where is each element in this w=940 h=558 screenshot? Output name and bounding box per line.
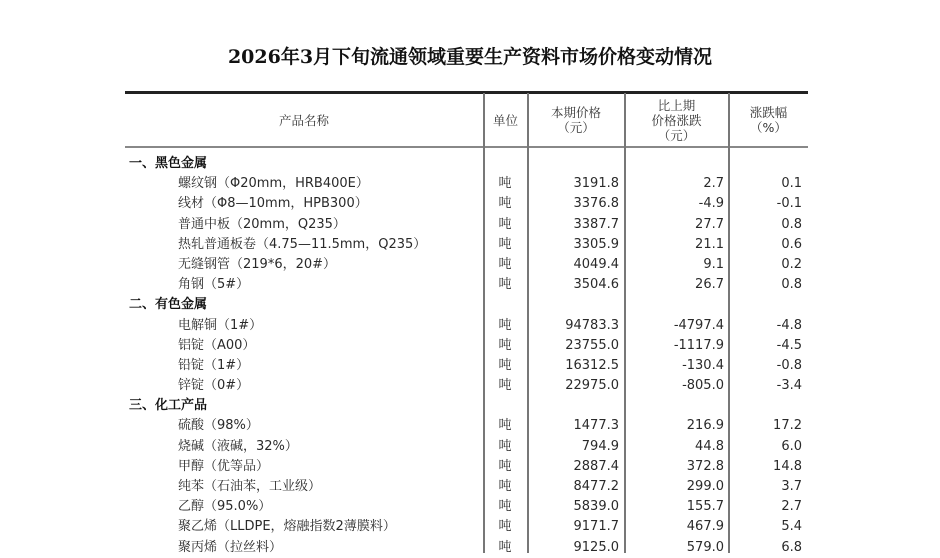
header-price-change	[625, 94, 728, 146]
price-change-cell: -4797.4	[673, 317, 724, 333]
product-name: 聚乙烯（LLDPE，熔融指数2薄膜料）	[178, 519, 396, 535]
current-price-cell: 3376.8	[573, 196, 619, 212]
current-price-cell: 1477.3	[573, 418, 619, 434]
header-label: （%）	[750, 120, 787, 135]
unit-cell: 吨	[498, 378, 512, 394]
price-change-cell: 155.7	[686, 499, 724, 515]
change-percent-cell: -4.8	[776, 317, 802, 333]
current-price-cell: 8477.2	[573, 479, 619, 494]
product-name: 甲醇（优等品）	[178, 458, 270, 474]
change-percent-cell: 0.8	[781, 277, 802, 293]
price-change-cell: 44.8	[695, 438, 724, 454]
price-change-cell: 299.0	[686, 479, 724, 494]
section-row	[125, 396, 808, 416]
price-change-cell: 467.9	[686, 519, 724, 535]
current-price-cell: 9171.7	[573, 519, 619, 535]
current-price-cell: 5839.0	[573, 499, 619, 515]
table-row	[125, 517, 808, 537]
price-change-cell: 27.7	[695, 216, 724, 232]
unit-cell: 吨	[498, 357, 512, 373]
header-label: （元）	[657, 127, 696, 143]
change-percent-cell: 2.7	[781, 499, 802, 515]
change-percent-cell: 0.2	[781, 256, 802, 272]
product-name: 无缝钢管（219*6，20#）	[178, 256, 337, 272]
product-name: 线材（Φ8—10mm，HPB300）	[178, 196, 368, 212]
table-row	[125, 416, 808, 436]
unit-cell: 吨	[498, 519, 512, 535]
unit-cell: 吨	[498, 256, 512, 272]
product-name: 聚丙烯（拉丝料）	[178, 539, 283, 555]
current-price-cell: 3305.9	[573, 236, 619, 252]
header-label: 产品名称	[278, 112, 329, 128]
header-label: 比上期	[657, 97, 696, 113]
change-percent-cell: -3.4	[776, 378, 802, 394]
product-name: 纯苯（石油苯，工业级）	[178, 479, 322, 494]
unit-cell: 吨	[498, 418, 512, 434]
current-price-cell: 9125.0	[573, 539, 619, 555]
change-percent-cell: 6.8	[781, 539, 802, 555]
change-percent-cell: 0.6	[781, 236, 802, 252]
section-title: 二、有色金属	[129, 297, 208, 313]
unit-cell: 吨	[498, 539, 512, 555]
table-row	[125, 194, 808, 214]
product-name: 乙醇（95.0%）	[178, 499, 272, 515]
product-name: 铝锭（A00）	[178, 337, 256, 353]
product-name: 锌锭（0#）	[178, 378, 250, 394]
current-price-cell: 3504.6	[573, 277, 619, 293]
change-percent-cell: -0.1	[776, 196, 802, 212]
table-row	[125, 215, 808, 235]
section-title: 三、化工产品	[129, 398, 208, 414]
unit-cell: 吨	[498, 196, 512, 212]
section-row	[125, 295, 808, 315]
price-change-cell: 579.0	[686, 539, 724, 555]
price-change-cell: -4.9	[698, 196, 724, 212]
product-name: 铅锭（1#）	[178, 357, 250, 373]
price-change-cell: 26.7	[695, 277, 724, 293]
unit-cell: 吨	[498, 337, 512, 353]
table-row	[125, 437, 808, 457]
table-row	[125, 497, 808, 517]
table-row	[125, 316, 808, 336]
change-percent-cell: 3.7	[781, 479, 802, 494]
change-percent-cell: 0.8	[781, 216, 802, 232]
unit-cell: 吨	[498, 236, 512, 252]
current-price-cell: 23755.0	[565, 337, 619, 353]
price-change-cell: 372.8	[686, 458, 724, 474]
header-unit	[484, 94, 527, 146]
product-name: 热轧普通板卷（4.75—11.5mm，Q235）	[178, 236, 427, 252]
product-name: 硫酸（98%）	[178, 418, 259, 434]
current-price-cell: 794.9	[581, 438, 619, 454]
header-label: 本期价格	[550, 105, 601, 120]
current-price-cell: 94783.3	[565, 317, 619, 333]
table-row	[125, 174, 808, 194]
product-name: 普通中板（20mm，Q235）	[178, 216, 346, 232]
page-title: 2026年3月下旬流通领域重要生产资料市场价格变动情况	[227, 46, 713, 68]
price-change-cell: -1117.9	[673, 337, 724, 353]
unit-cell: 吨	[498, 499, 512, 515]
header-change-percent	[729, 94, 808, 146]
product-name: 角钢（5#）	[178, 277, 250, 293]
table-row	[125, 376, 808, 396]
unit-cell: 吨	[498, 479, 512, 494]
table-body	[125, 154, 808, 558]
product-name: 电解铜（1#）	[178, 317, 263, 333]
header-label: 涨跌幅	[749, 105, 788, 120]
price-change-cell: 21.1	[695, 236, 724, 252]
change-percent-cell: 5.4	[781, 519, 802, 535]
header-label: 价格涨跌	[651, 112, 702, 128]
unit-cell: 吨	[498, 277, 512, 293]
table-row	[125, 457, 808, 477]
table-row	[125, 356, 808, 376]
unit-cell: 吨	[498, 216, 512, 232]
unit-cell: 吨	[498, 176, 512, 192]
table-row	[125, 255, 808, 275]
table-row	[125, 235, 808, 255]
section-title: 一、黑色金属	[129, 156, 208, 171]
section-row	[125, 154, 808, 174]
current-price-cell: 16312.5	[565, 357, 619, 373]
product-name: 螺纹钢（Φ20mm，HRB400E）	[178, 176, 369, 192]
table-row	[125, 477, 808, 497]
current-price-cell: 2887.4	[573, 458, 619, 474]
change-percent-cell: 0.1	[781, 176, 802, 192]
price-change-cell: -805.0	[682, 378, 724, 394]
change-percent-cell: -4.5	[776, 337, 802, 353]
current-price-cell: 22975.0	[565, 378, 619, 394]
price-change-cell: 216.9	[686, 418, 724, 434]
change-percent-cell: 14.8	[773, 458, 802, 474]
table-row	[125, 538, 808, 558]
price-change-cell: 2.7	[703, 176, 724, 192]
header-label: （元）	[557, 120, 595, 135]
table-row	[125, 275, 808, 295]
current-price-cell: 3387.7	[573, 216, 619, 232]
price-change-cell: 9.1	[703, 256, 724, 272]
price-change-cell: -130.4	[682, 357, 724, 373]
unit-cell: 吨	[498, 458, 512, 474]
table-header-rule	[125, 146, 808, 148]
current-price-cell: 3191.8	[573, 176, 619, 192]
header-product-name	[125, 94, 483, 146]
table-row	[125, 336, 808, 356]
unit-cell: 吨	[498, 317, 512, 333]
change-percent-cell: 17.2	[773, 418, 802, 434]
header-label: 单位	[492, 112, 518, 128]
product-name: 烧碱（液碱，32%）	[178, 438, 298, 454]
unit-cell: 吨	[498, 438, 512, 454]
header-current-price	[528, 94, 624, 146]
current-price-cell: 4049.4	[573, 256, 619, 272]
change-percent-cell: -0.8	[776, 357, 802, 373]
change-percent-cell: 6.0	[781, 438, 802, 454]
